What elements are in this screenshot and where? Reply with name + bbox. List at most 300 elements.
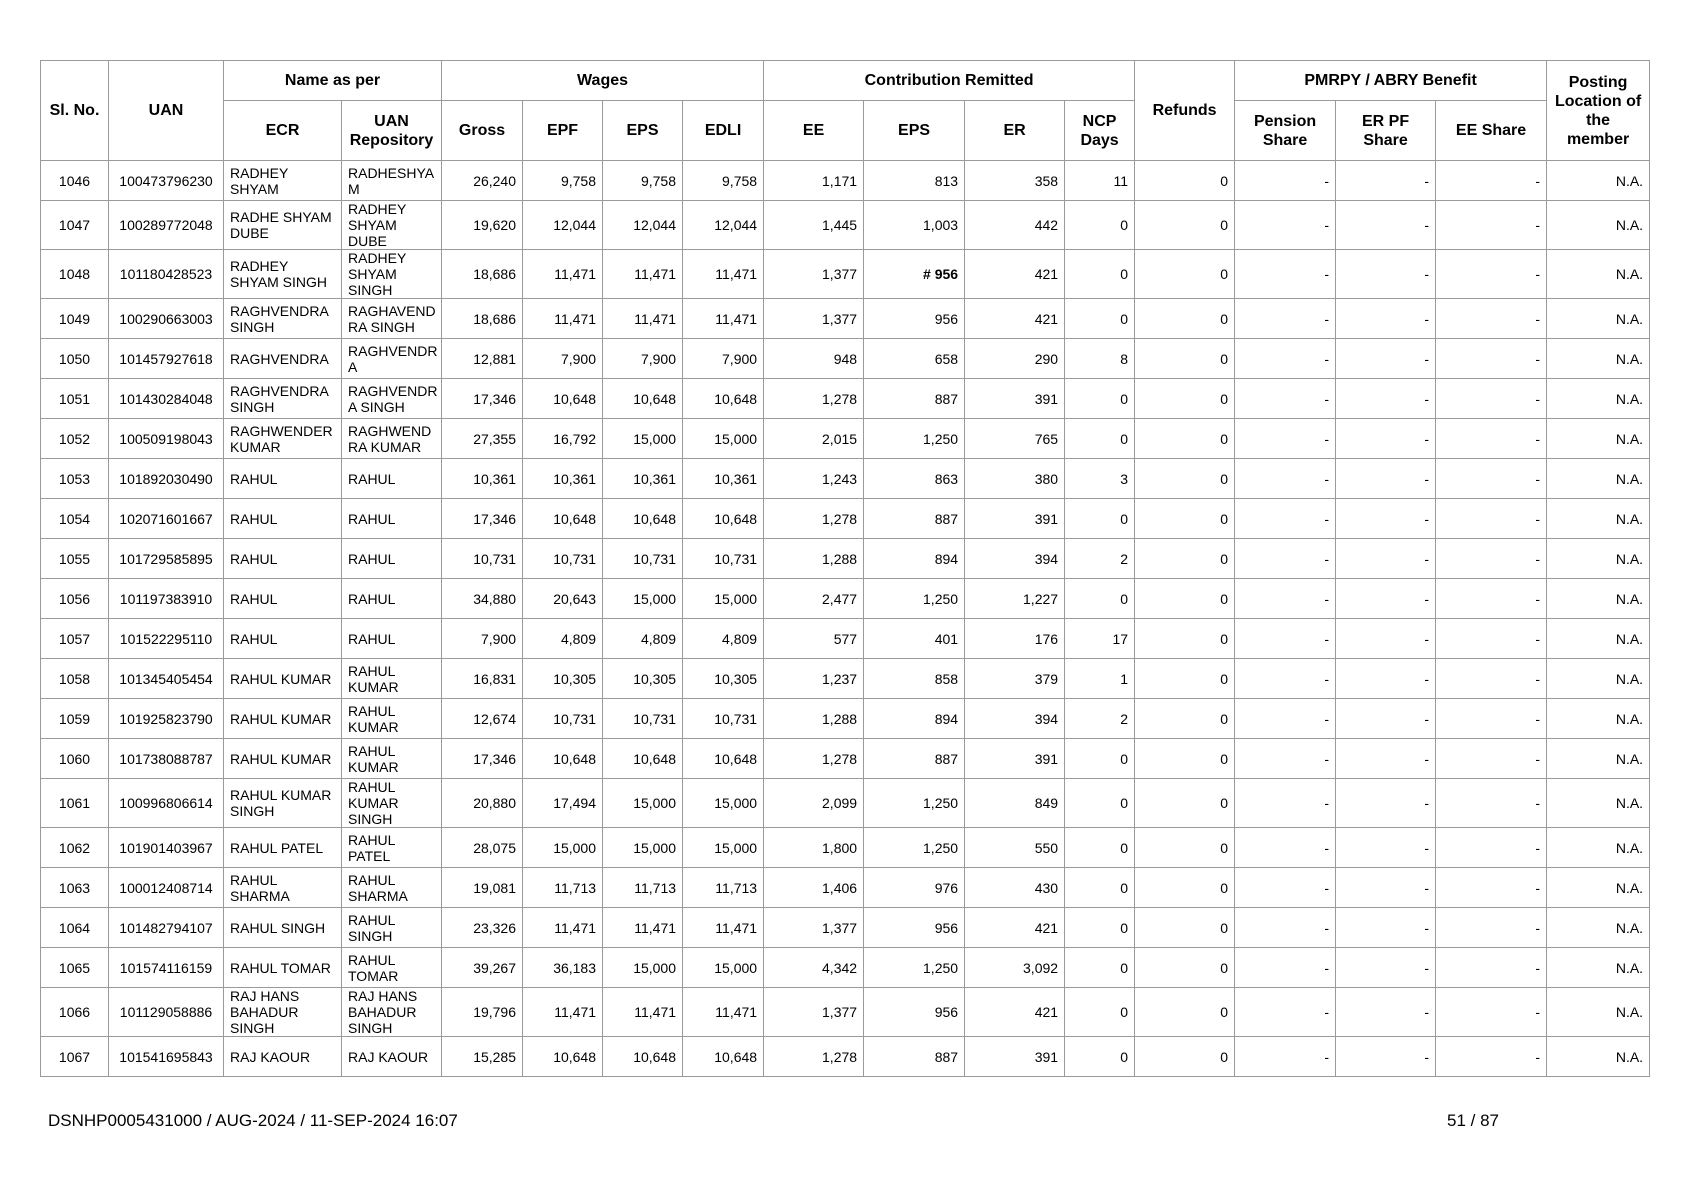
cell-refunds: 0 (1135, 1037, 1235, 1077)
cell-uan: 100473796230 (109, 161, 224, 201)
cell-eps-contribution: 1,250 (864, 779, 965, 828)
cell-uan-repository-name: RAHUL PATEL (342, 828, 442, 868)
cell-uan: 101482794107 (109, 908, 224, 948)
cell-ee: 1,377 (764, 908, 864, 948)
cell-ecr-name: RAHUL (224, 539, 342, 579)
cell-gross: 15,285 (442, 1037, 523, 1077)
cell-gross: 17,346 (442, 739, 523, 779)
cell-uan-repository-name: RAGHVENDR A (342, 339, 442, 379)
cell-edli: 10,648 (683, 499, 764, 539)
cell-pension-share: - (1235, 161, 1336, 201)
footer-document-id: DSNHP0005431000 / AUG-2024 / 11-SEP-2024 16:07 (48, 1111, 458, 1130)
cell-gross: 10,361 (442, 459, 523, 499)
cell-pension-share: - (1235, 579, 1336, 619)
cell-ee: 1,445 (764, 201, 864, 250)
cell-ee-share: - (1436, 499, 1547, 539)
cell-epf: 11,471 (523, 988, 603, 1037)
cell-posting-location: N.A. (1547, 201, 1650, 250)
cell-gross: 10,731 (442, 539, 523, 579)
cell-uan-repository-name: RAHUL (342, 579, 442, 619)
cell-posting-location: N.A. (1547, 868, 1650, 908)
cell-ncp-days: 3 (1065, 459, 1135, 499)
cell-edli: 4,809 (683, 619, 764, 659)
cell-eps-wages: 7,900 (603, 339, 683, 379)
table-row (41, 699, 1650, 739)
cell-er: 421 (965, 988, 1065, 1037)
cell-ee: 1,800 (764, 828, 864, 868)
cell-edli: 11,471 (683, 988, 764, 1037)
cell-er-pf-share: - (1336, 299, 1436, 339)
cell-ee-share: - (1436, 868, 1547, 908)
cell-edli: 10,361 (683, 459, 764, 499)
table-row (41, 299, 1650, 339)
cell-sl-no: 1065 (41, 948, 109, 988)
table-row (41, 868, 1650, 908)
cell-edli: 10,648 (683, 1037, 764, 1077)
cell-eps-wages: 15,000 (603, 419, 683, 459)
cell-posting-location: N.A. (1547, 299, 1650, 339)
cell-sl-no: 1055 (41, 539, 109, 579)
cell-ee: 1,243 (764, 459, 864, 499)
cell-posting-location: N.A. (1547, 379, 1650, 419)
cell-eps-contribution: 956 (864, 988, 965, 1037)
table-row (41, 250, 1650, 299)
cell-pension-share: - (1235, 988, 1336, 1037)
cell-ncp-days: 0 (1065, 379, 1135, 419)
cell-ncp-days: 2 (1065, 699, 1135, 739)
cell-eps-wages: 10,731 (603, 539, 683, 579)
cell-uan-repository-name: RAJ HANS BAHADUR SINGH (342, 988, 442, 1037)
cell-ee: 1,377 (764, 988, 864, 1037)
cell-edli: 11,713 (683, 868, 764, 908)
cell-er-pf-share: - (1336, 659, 1436, 699)
cell-epf: 10,648 (523, 1037, 603, 1077)
table-row (41, 908, 1650, 948)
cell-ee: 1,278 (764, 499, 864, 539)
cell-eps-wages: 11,713 (603, 868, 683, 908)
cell-pension-share: - (1235, 739, 1336, 779)
cell-uan-repository-name: RAGHAVEND RA SINGH (342, 299, 442, 339)
cell-eps-wages: 4,809 (603, 619, 683, 659)
cell-ncp-days: 0 (1065, 499, 1135, 539)
cell-eps-wages: 10,648 (603, 739, 683, 779)
cell-ee-share: - (1436, 579, 1547, 619)
cell-ncp-days: 0 (1065, 908, 1135, 948)
cell-gross: 12,881 (442, 339, 523, 379)
cell-epf: 11,471 (523, 299, 603, 339)
cell-sl-no: 1052 (41, 419, 109, 459)
cell-sl-no: 1049 (41, 299, 109, 339)
cell-eps-wages: 10,305 (603, 659, 683, 699)
cell-ncp-days: 11 (1065, 161, 1135, 201)
cell-edli: 15,000 (683, 828, 764, 868)
cell-er-pf-share: - (1336, 579, 1436, 619)
cell-pension-share: - (1235, 828, 1336, 868)
cell-posting-location: N.A. (1547, 579, 1650, 619)
cell-refunds: 0 (1135, 201, 1235, 250)
table-row (41, 659, 1650, 699)
header-epf: EPF (523, 101, 603, 161)
cell-ee-share: - (1436, 250, 1547, 299)
cell-ncp-days: 0 (1065, 1037, 1135, 1077)
cell-ecr-name: RAHUL (224, 459, 342, 499)
table-row (41, 739, 1650, 779)
cell-er: 849 (965, 779, 1065, 828)
cell-refunds: 0 (1135, 499, 1235, 539)
cell-refunds: 0 (1135, 539, 1235, 579)
cell-sl-no: 1064 (41, 908, 109, 948)
cell-ncp-days: 0 (1065, 868, 1135, 908)
cell-uan-repository-name: RAHUL KUMAR (342, 739, 442, 779)
cell-uan-repository-name: RAGHWEND RA KUMAR (342, 419, 442, 459)
cell-eps-contribution: 863 (864, 459, 965, 499)
cell-ncp-days: 0 (1065, 988, 1135, 1037)
table-row (41, 539, 1650, 579)
cell-ee-share: - (1436, 299, 1547, 339)
cell-uan-repository-name: RAHUL KUMAR (342, 659, 442, 699)
cell-pension-share: - (1235, 659, 1336, 699)
cell-uan: 100290663003 (109, 299, 224, 339)
cell-er: 379 (965, 659, 1065, 699)
cell-gross: 18,686 (442, 250, 523, 299)
cell-ecr-name: RADHEY SHYAM (224, 161, 342, 201)
cell-eps-contribution: 894 (864, 699, 965, 739)
cell-gross: 16,831 (442, 659, 523, 699)
cell-er: 442 (965, 201, 1065, 250)
header-sl-no: Sl. No. (41, 61, 109, 161)
table-row (41, 161, 1650, 201)
cell-posting-location: N.A. (1547, 499, 1650, 539)
cell-refunds: 0 (1135, 699, 1235, 739)
cell-er-pf-share: - (1336, 908, 1436, 948)
cell-ncp-days: 0 (1065, 828, 1135, 868)
cell-epf: 10,648 (523, 379, 603, 419)
cell-uan-repository-name: RADHEY SHYAM DUBE (342, 201, 442, 250)
header-ee-share: EE Share (1436, 101, 1547, 161)
cell-posting-location: N.A. (1547, 828, 1650, 868)
table-row (41, 828, 1650, 868)
cell-eps-contribution: 1,250 (864, 948, 965, 988)
cell-edli: 10,648 (683, 379, 764, 419)
cell-refunds: 0 (1135, 908, 1235, 948)
cell-ecr-name: RAGHVENDRA SINGH (224, 299, 342, 339)
cell-gross: 26,240 (442, 161, 523, 201)
cell-sl-no: 1048 (41, 250, 109, 299)
table-row (41, 339, 1650, 379)
cell-er: 394 (965, 539, 1065, 579)
cell-er-pf-share: - (1336, 539, 1436, 579)
cell-pension-share: - (1235, 699, 1336, 739)
cell-er: 394 (965, 699, 1065, 739)
cell-er: 421 (965, 908, 1065, 948)
cell-refunds: 0 (1135, 619, 1235, 659)
cell-posting-location: N.A. (1547, 250, 1650, 299)
table-row (41, 988, 1650, 1037)
cell-ee-share: - (1436, 619, 1547, 659)
cell-uan-repository-name: RAHUL (342, 619, 442, 659)
cell-epf: 20,643 (523, 579, 603, 619)
cell-uan-repository-name: RAHUL KUMAR SINGH (342, 779, 442, 828)
cell-refunds: 0 (1135, 659, 1235, 699)
cell-gross: 20,880 (442, 779, 523, 828)
cell-refunds: 0 (1135, 739, 1235, 779)
cell-ecr-name: RAHUL KUMAR SINGH (224, 779, 342, 828)
cell-uan: 100289772048 (109, 201, 224, 250)
cell-ncp-days: 0 (1065, 948, 1135, 988)
cell-sl-no: 1054 (41, 499, 109, 539)
cell-ee-share: - (1436, 539, 1547, 579)
cell-ee: 1,288 (764, 539, 864, 579)
cell-sl-no: 1067 (41, 1037, 109, 1077)
cell-er: 176 (965, 619, 1065, 659)
cell-refunds: 0 (1135, 339, 1235, 379)
cell-sl-no: 1058 (41, 659, 109, 699)
cell-ee: 1,278 (764, 739, 864, 779)
header-gross: Gross (442, 101, 523, 161)
cell-ncp-days: 0 (1065, 419, 1135, 459)
cell-ncp-days: 2 (1065, 539, 1135, 579)
cell-sl-no: 1050 (41, 339, 109, 379)
table-body (41, 161, 1650, 1077)
header-ecr: ECR (224, 101, 342, 161)
cell-eps-wages: 11,471 (603, 908, 683, 948)
cell-eps-contribution: 858 (864, 659, 965, 699)
cell-uan: 100012408714 (109, 868, 224, 908)
header-ncp-days: NCP Days (1065, 101, 1135, 161)
header-contribution-remitted: Contribution Remitted (764, 61, 1135, 101)
cell-epf: 10,648 (523, 739, 603, 779)
cell-ee: 1,377 (764, 299, 864, 339)
cell-edli: 12,044 (683, 201, 764, 250)
cell-er-pf-share: - (1336, 828, 1436, 868)
cell-refunds: 0 (1135, 459, 1235, 499)
cell-ecr-name: RAHUL PATEL (224, 828, 342, 868)
cell-ee-share: - (1436, 659, 1547, 699)
cell-ecr-name: RAHUL SINGH (224, 908, 342, 948)
cell-posting-location: N.A. (1547, 988, 1650, 1037)
cell-posting-location: N.A. (1547, 339, 1650, 379)
cell-er: 550 (965, 828, 1065, 868)
cell-pension-share: - (1235, 419, 1336, 459)
cell-er-pf-share: - (1336, 1037, 1436, 1077)
cell-sl-no: 1047 (41, 201, 109, 250)
cell-er: 421 (965, 299, 1065, 339)
cell-sl-no: 1053 (41, 459, 109, 499)
cell-er-pf-share: - (1336, 161, 1436, 201)
cell-uan-repository-name: RAHUL (342, 459, 442, 499)
cell-er-pf-share: - (1336, 948, 1436, 988)
cell-eps-wages: 10,731 (603, 699, 683, 739)
cell-ee-share: - (1436, 828, 1547, 868)
table-row (41, 948, 1650, 988)
cell-pension-share: - (1235, 250, 1336, 299)
cell-refunds: 0 (1135, 828, 1235, 868)
cell-sl-no: 1059 (41, 699, 109, 739)
cell-sl-no: 1063 (41, 868, 109, 908)
cell-ecr-name: RAJ KAOUR (224, 1037, 342, 1077)
cell-uan: 100509198043 (109, 419, 224, 459)
cell-ecr-name: RAHUL SHARMA (224, 868, 342, 908)
cell-ee: 1,278 (764, 379, 864, 419)
cell-ecr-name: RADHE SHYAM DUBE (224, 201, 342, 250)
cell-ee: 948 (764, 339, 864, 379)
cell-epf: 10,731 (523, 699, 603, 739)
cell-eps-wages: 15,000 (603, 828, 683, 868)
table-row (41, 779, 1650, 828)
cell-er-pf-share: - (1336, 201, 1436, 250)
cell-epf: 10,731 (523, 539, 603, 579)
cell-pension-share: - (1235, 1037, 1336, 1077)
cell-er: 391 (965, 379, 1065, 419)
cell-er-pf-share: - (1336, 619, 1436, 659)
cell-er: 391 (965, 499, 1065, 539)
cell-gross: 19,081 (442, 868, 523, 908)
cell-eps-wages: 11,471 (603, 250, 683, 299)
cell-gross: 28,075 (442, 828, 523, 868)
table-row (41, 1037, 1650, 1077)
header-eps-wages: EPS (603, 101, 683, 161)
cell-edli: 10,648 (683, 739, 764, 779)
cell-ee-share: - (1436, 779, 1547, 828)
header-uan-repository: UAN Repository (342, 101, 442, 161)
cell-uan-repository-name: RADHEY SHYAM SINGH (342, 250, 442, 299)
cell-eps-contribution: 887 (864, 739, 965, 779)
header-er: ER (965, 101, 1065, 161)
cell-ncp-days: 0 (1065, 201, 1135, 250)
cell-uan: 101345405454 (109, 659, 224, 699)
cell-er-pf-share: - (1336, 250, 1436, 299)
cell-eps-wages: 11,471 (603, 988, 683, 1037)
cell-ee: 1,406 (764, 868, 864, 908)
cell-er: 421 (965, 250, 1065, 299)
cell-gross: 17,346 (442, 379, 523, 419)
cell-epf: 10,305 (523, 659, 603, 699)
cell-er-pf-share: - (1336, 339, 1436, 379)
cell-gross: 19,620 (442, 201, 523, 250)
header-eps-contribution: EPS (864, 101, 965, 161)
cell-ee-share: - (1436, 459, 1547, 499)
header-name-as-per: Name as per (224, 61, 442, 101)
cell-eps-wages: 10,361 (603, 459, 683, 499)
cell-edli: 10,731 (683, 699, 764, 739)
cell-sl-no: 1061 (41, 779, 109, 828)
cell-epf: 16,792 (523, 419, 603, 459)
cell-er: 391 (965, 739, 1065, 779)
cell-eps-contribution: 887 (864, 1037, 965, 1077)
header-pmrpy-abry: PMRPY / ABRY Benefit (1235, 61, 1547, 101)
cell-ee-share: - (1436, 908, 1547, 948)
cell-eps-wages: 10,648 (603, 499, 683, 539)
table-row (41, 379, 1650, 419)
cell-epf: 15,000 (523, 828, 603, 868)
cell-pension-share: - (1235, 379, 1336, 419)
cell-uan-repository-name: RAHUL SINGH (342, 908, 442, 948)
cell-eps-contribution: 1,250 (864, 579, 965, 619)
cell-uan: 101892030490 (109, 459, 224, 499)
cell-epf: 17,494 (523, 779, 603, 828)
cell-ecr-name: RAJ HANS BAHADUR SINGH (224, 988, 342, 1037)
cell-eps-contribution: 813 (864, 161, 965, 201)
table-row (41, 419, 1650, 459)
cell-sl-no: 1056 (41, 579, 109, 619)
cell-ee-share: - (1436, 699, 1547, 739)
cell-ncp-days: 0 (1065, 779, 1135, 828)
cell-pension-share: - (1235, 908, 1336, 948)
cell-er-pf-share: - (1336, 419, 1436, 459)
cell-uan: 101197383910 (109, 579, 224, 619)
cell-uan-repository-name: RAHUL (342, 499, 442, 539)
cell-ee: 577 (764, 619, 864, 659)
cell-pension-share: - (1235, 868, 1336, 908)
cell-epf: 36,183 (523, 948, 603, 988)
cell-edli: 11,471 (683, 299, 764, 339)
table-row (41, 619, 1650, 659)
cell-eps-contribution: # 956 (864, 250, 965, 299)
cell-uan: 101729585895 (109, 539, 224, 579)
cell-ee-share: - (1436, 419, 1547, 459)
cell-epf: 11,471 (523, 250, 603, 299)
cell-ncp-days: 1 (1065, 659, 1135, 699)
cell-ecr-name: RAHUL KUMAR (224, 739, 342, 779)
cell-gross: 27,355 (442, 419, 523, 459)
cell-sl-no: 1062 (41, 828, 109, 868)
cell-uan: 101901403967 (109, 828, 224, 868)
cell-er-pf-share: - (1336, 868, 1436, 908)
cell-uan-repository-name: RAGHVENDR A SINGH (342, 379, 442, 419)
cell-refunds: 0 (1135, 379, 1235, 419)
cell-epf: 10,648 (523, 499, 603, 539)
cell-pension-share: - (1235, 539, 1336, 579)
cell-pension-share: - (1235, 499, 1336, 539)
cell-gross: 12,674 (442, 699, 523, 739)
cell-uan: 101541695843 (109, 1037, 224, 1077)
cell-posting-location: N.A. (1547, 948, 1650, 988)
cell-uan-repository-name: RAJ KAOUR (342, 1037, 442, 1077)
cell-edli: 15,000 (683, 779, 764, 828)
cell-ee: 1,237 (764, 659, 864, 699)
cell-edli: 15,000 (683, 419, 764, 459)
cell-sl-no: 1051 (41, 379, 109, 419)
cell-ecr-name: RAHUL TOMAR (224, 948, 342, 988)
cell-edli: 11,471 (683, 908, 764, 948)
cell-eps-wages: 9,758 (603, 161, 683, 201)
cell-eps-wages: 11,471 (603, 299, 683, 339)
cell-eps-wages: 15,000 (603, 779, 683, 828)
header-ee: EE (764, 101, 864, 161)
header-wages: Wages (442, 61, 764, 101)
cell-edli: 15,000 (683, 948, 764, 988)
cell-er-pf-share: - (1336, 739, 1436, 779)
cell-ee-share: - (1436, 1037, 1547, 1077)
cell-pension-share: - (1235, 201, 1336, 250)
cell-eps-contribution: 1,250 (864, 828, 965, 868)
cell-ee: 1,278 (764, 1037, 864, 1077)
cell-eps-contribution: 658 (864, 339, 965, 379)
cell-er-pf-share: - (1336, 459, 1436, 499)
cell-uan: 101180428523 (109, 250, 224, 299)
header-refunds: Refunds (1135, 61, 1235, 161)
cell-refunds: 0 (1135, 948, 1235, 988)
cell-eps-wages: 15,000 (603, 948, 683, 988)
cell-uan: 101738088787 (109, 739, 224, 779)
cell-edli: 10,731 (683, 539, 764, 579)
cell-ee: 2,477 (764, 579, 864, 619)
cell-sl-no: 1046 (41, 161, 109, 201)
cell-pension-share: - (1235, 779, 1336, 828)
cell-ncp-days: 0 (1065, 299, 1135, 339)
cell-ee-share: - (1436, 739, 1547, 779)
cell-eps-contribution: 887 (864, 499, 965, 539)
